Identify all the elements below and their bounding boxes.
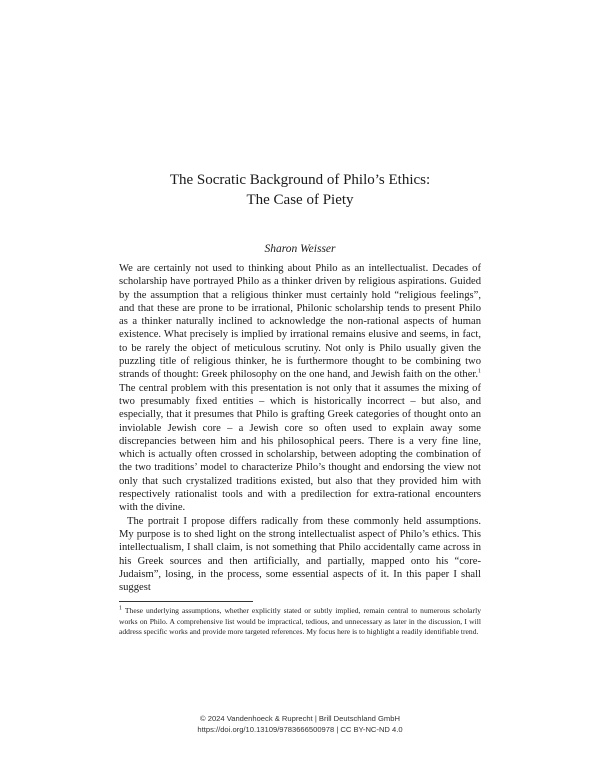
title-line-2: The Case of Piety: [246, 192, 354, 208]
page-footer: [0, 713, 600, 735]
footnote-text: These underlying assumptions, whether explicitly stated or subtly implied, remain central to numerous scholarly works on Philo. A comprehensive list would be impractical, tedious, and unnecessary as later in the discussion, I will address specific works and provide more targeted references. My focus here is to highlight a readily identifiable trend.: [119, 606, 481, 637]
footnote-divider: [119, 601, 253, 602]
title-line-1: The Socratic Background of Philo’s Ethics:: [169, 172, 431, 188]
footnote-ref-1[interactable]: 1: [478, 368, 481, 375]
body-text: [119, 262, 481, 594]
copyright-line: © 2024 Vandenhoeck & Ruprecht | Brill Deutschland GmbH: [200, 714, 400, 723]
paragraph-1: [119, 262, 481, 515]
paragraph-1-text-a: We are certainly not used to thinking about Philo as an intellectualist. Decades of scholarship have portrayed Philo as a thinker driven by religious aspirations. Guided by the assumption that a religious thinker must certainly hold “religious feelings”, and that these are prone to be irrational, Philonic scholarship tends to present Philo as a thinker naturally inclined to acknowledge the non-rational aspects of human existence. What precisely is implied by irrational remains elusive and seems, in fact, to be rarely the object of meticulous scrutiny. Not only is Philo usually given the puzzling title of religious thinker, he is furthermore thought to be combining two strands of thought: Greek philosophy on the one hand, and Jewish faith on the other.: [119, 263, 481, 381]
article-title: [0, 170, 600, 210]
author-name: Sharon Weisser: [264, 243, 336, 255]
paragraph-1-text-b: The central problem with this presentation is not only that it assumes the mixing of two presumably fixed entities – which is historically incorrect – but also, and especially, that it presumes that Philo is grafting Greek categories of thought onto an inviolable Jewish core – a Jewish core so often used to explain away some discrepancies between him and his philosophical peers. There is a very fine line, which is actually often crossed in scholarship, between adopting the combination of the two traditions’ model to characterize Philo’s thought and endorsing the view not only that such crystalized traditions existed, but also that they provided him with respectively rationalist tools and with a predilection for extra-rational encounters with the divine.: [119, 382, 481, 514]
footnote-1: [119, 606, 481, 638]
doi-license-line[interactable]: https://doi.org/10.13109/9783666500978 | CC BY-NC-ND 4.0: [197, 725, 403, 734]
paragraph-2: The portrait I propose differs radically from these commonly held assumptions. My purpose is to shed light on the strong intellectualist aspect of Philo’s ethics. This intellectualism, I shall claim, is not something that Philo accidentally came across in his Greek sources and then artificially, and partially, mapped onto his “core-Judaism”, losing, in the process, some essential aspects of it. In this paper I shall suggest: [119, 515, 481, 594]
footnote-number: 1: [119, 605, 122, 612]
